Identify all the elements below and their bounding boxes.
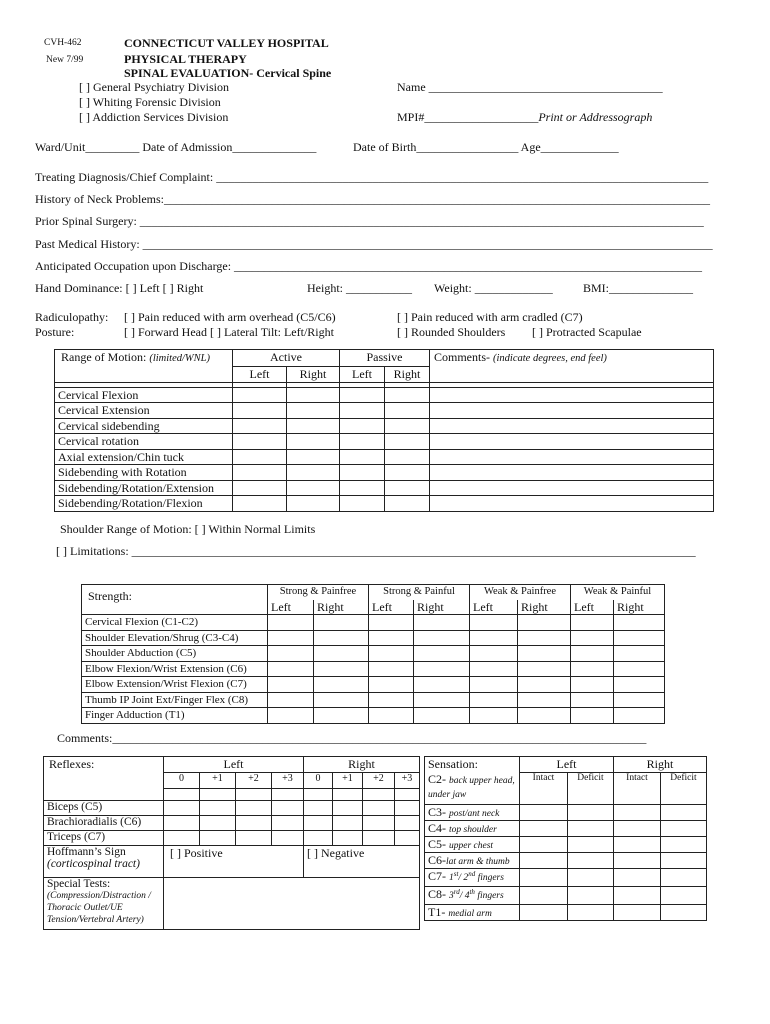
strength-row-label: Thumb IP Joint Ext/Finger Flex (C8) <box>82 692 268 708</box>
ward-admission-field[interactable]: Ward/Unit_________ Date of Admission______________ <box>35 140 317 154</box>
table-row <box>425 869 707 887</box>
reflex-row-label: Biceps (C5) <box>44 801 164 816</box>
posture-forward-head[interactable]: [ ] Forward Head [ ] Lateral Tilt: Left/Right <box>124 325 334 339</box>
table-row <box>82 630 665 646</box>
division-checkbox-general[interactable]: [ ] General Psychiatry Division <box>79 80 229 94</box>
reflexes-table <box>43 756 420 930</box>
table-row <box>55 434 714 450</box>
rom-passive-right: Right <box>385 367 430 383</box>
strength-left: Left <box>369 600 414 615</box>
hand-dominance[interactable]: Hand Dominance: [ ] Left [ ] Right <box>35 281 204 295</box>
strength-row-label: Elbow Flexion/Wrist Extension (C6) <box>82 661 268 677</box>
reflex-grade: 0 <box>304 773 333 789</box>
sensation-header: Sensation: <box>425 757 520 773</box>
strength-table <box>81 584 665 724</box>
table-row <box>82 646 665 662</box>
division-checkbox-whiting[interactable]: [ ] Whiting Forensic Division <box>79 95 221 109</box>
occupation-field[interactable]: Anticipated Occupation upon Discharge: ______________________________________________________________________________ <box>35 259 703 273</box>
strength-left: Left <box>268 600 314 615</box>
rom-row-label: Cervical rotation <box>55 434 233 450</box>
table-row <box>44 801 420 816</box>
table-row <box>44 878 420 930</box>
neck-history-field[interactable]: History of Neck Problems:___________________________________________________________________________________________ <box>35 192 710 206</box>
table-row <box>82 708 665 724</box>
hoffmann-sign-label: Hoffmann’s Sign <box>47 846 126 858</box>
strength-row-label: Finger Adduction (T1) <box>82 708 268 724</box>
strength-right: Right <box>414 600 470 615</box>
rom-row-label: Axial extension/Chin tuck <box>55 449 233 465</box>
radiculopathy-label: Radiculopathy: <box>35 310 109 324</box>
strength-row-label: Shoulder Elevation/Shrug (C3-C4) <box>82 630 268 646</box>
strength-comments-field[interactable]: Comments:_________________________________________________________________________________________ <box>57 731 647 745</box>
sensation-row-c3: C3- post/ant neck <box>425 805 520 821</box>
rom-passive-header: Passive <box>340 350 430 367</box>
rom-row-label: Sidebending/Rotation/Flexion <box>55 496 233 512</box>
rom-comments-header: Comments- (indicate degrees, end feel) <box>430 350 714 383</box>
reflexes-header: Reflexes: <box>44 757 164 773</box>
strength-group-weak-painful: Weak & Painful <box>571 585 665 600</box>
table-row <box>425 821 707 837</box>
weight-field[interactable]: Weight: _____________ <box>434 281 553 295</box>
strength-left: Left <box>571 600 614 615</box>
table-row <box>44 846 420 878</box>
reflex-grade: +2 <box>363 773 395 789</box>
reflex-row-label: Brachioradialis (C6) <box>44 816 164 831</box>
hoffmann-sign-cell <box>44 846 164 878</box>
reflexes-right-header: Right <box>304 757 420 773</box>
strength-right: Right <box>614 600 665 615</box>
rom-row-label: Sidebending/Rotation/Extension <box>55 480 233 496</box>
posture-protracted-scapulae[interactable]: [ ] Protracted Scapulae <box>532 325 642 339</box>
table-row <box>55 403 714 419</box>
special-tests-cell <box>44 878 164 930</box>
prior-surgery-field[interactable]: Prior Spinal Surgery: ______________________________________________________________________________________________ <box>35 214 704 228</box>
past-medical-field[interactable]: Past Medical History: _______________________________________________________________________________________________ <box>35 237 713 251</box>
sensation-left-header: Left <box>520 757 614 773</box>
form-revision: New 7/99 <box>46 55 84 65</box>
sensation-row-c2: C2- back upper head, under jaw <box>425 773 520 805</box>
mpi-field[interactable] <box>397 110 652 125</box>
reflexes-left-header: Left <box>164 757 304 773</box>
strength-left: Left <box>470 600 518 615</box>
sensation-row-t1: T1- medial arm <box>425 905 520 921</box>
mpi-note: Print or Addressograph <box>538 110 653 124</box>
strength-row-label: Shoulder Abduction (C5) <box>82 646 268 662</box>
table-row <box>55 387 714 403</box>
mpi-label: MPI#___________________ <box>397 110 539 124</box>
rom-row-label: Cervical Flexion <box>55 387 233 403</box>
reflex-grade: +3 <box>395 773 420 789</box>
table-row <box>44 816 420 831</box>
special-tests-label: Special Tests: <box>47 878 111 890</box>
reflex-row-label: Triceps (C7) <box>44 831 164 846</box>
radiculopathy-cradled[interactable]: [ ] Pain reduced with arm cradled (C7) <box>397 310 583 324</box>
strength-right: Right <box>314 600 369 615</box>
hoffmann-negative-checkbox[interactable]: [ ] Negative <box>304 846 420 878</box>
table-row <box>55 496 714 512</box>
strength-header: Strength: <box>82 585 268 615</box>
table-row <box>82 677 665 693</box>
sensation-row-c5: C5- upper chest <box>425 837 520 853</box>
shoulder-limitations-field[interactable]: [ ] Limitations: ______________________________________________________________________________________________ <box>56 544 696 558</box>
hoffmann-sign-note: (corticospinal tract) <box>47 858 140 870</box>
rom-passive-left: Left <box>340 367 385 383</box>
reflex-grade: 0 <box>164 773 200 789</box>
rom-row-label: Sidebending with Rotation <box>55 465 233 481</box>
table-row <box>425 887 707 905</box>
form-title: SPINAL EVALUATION- Cervical Spine <box>124 66 332 80</box>
table-row <box>425 773 707 805</box>
rom-active-header: Active <box>233 350 340 367</box>
table-row <box>55 465 714 481</box>
rom-table <box>54 349 714 512</box>
posture-label: Posture: <box>35 325 75 339</box>
table-row <box>82 692 665 708</box>
diagnosis-field[interactable]: Treating Diagnosis/Chief Complaint: __________________________________________________________________________________ <box>35 170 709 184</box>
radiculopathy-overhead[interactable]: [ ] Pain reduced with arm overhead (C5/C6) <box>124 310 336 324</box>
strength-right: Right <box>518 600 571 615</box>
sensation-intact[interactable]: Intact <box>614 773 661 805</box>
rom-row-label: Cervical sidebending <box>55 418 233 434</box>
strength-group-strong-painfree: Strong & Painfree <box>268 585 369 600</box>
division-checkbox-addiction[interactable]: [ ] Addiction Services Division <box>79 110 229 124</box>
table-row <box>55 480 714 496</box>
table-row <box>425 905 707 921</box>
shoulder-rom-wnl[interactable]: Shoulder Range of Motion: [ ] Within Normal Limits <box>60 522 316 536</box>
sensation-deficit[interactable]: Deficit <box>661 773 707 805</box>
reflex-grade: +1 <box>200 773 236 789</box>
bmi-field[interactable]: BMI:______________ <box>583 281 694 295</box>
sensation-right-header: Right <box>614 757 707 773</box>
dob-age-field[interactable]: Date of Birth_________________ Age_____________ <box>353 140 619 154</box>
special-tests-note: (Compression/Distraction / Thoracic Outlet/UE Tension/Vertebral Artery) <box>47 891 151 925</box>
reflex-grade: +3 <box>272 773 304 789</box>
rom-header: Range of Motion: (limited/WNL) <box>55 350 233 367</box>
special-tests-field[interactable] <box>164 878 420 930</box>
strength-row-label: Elbow Extension/Wrist Flexion (C7) <box>82 677 268 693</box>
table-row <box>55 418 714 434</box>
table-row <box>82 661 665 677</box>
form-code: CVH-462 <box>44 38 82 48</box>
sensation-intact[interactable]: Intact <box>520 773 568 805</box>
table-row <box>55 449 714 465</box>
table-row <box>82 615 665 631</box>
table-row <box>425 853 707 869</box>
rom-active-left: Left <box>233 367 287 383</box>
sensation-deficit[interactable]: Deficit <box>568 773 614 805</box>
rom-active-right: Right <box>287 367 340 383</box>
sensation-row-c4: C4- top shoulder <box>425 821 520 837</box>
name-field[interactable]: Name _______________________________________ <box>397 80 663 94</box>
table-row <box>425 805 707 821</box>
reflex-grade: +1 <box>333 773 363 789</box>
strength-group-strong-painful: Strong & Painful <box>369 585 470 600</box>
department: PHYSICAL THERAPY <box>124 52 247 66</box>
reflex-grade: +2 <box>236 773 272 789</box>
sensation-row-c6: C6-lat arm & thumb <box>425 853 520 869</box>
strength-group-weak-painfree: Weak & Painfree <box>470 585 571 600</box>
height-field[interactable]: Height: ___________ <box>307 281 412 295</box>
table-row <box>425 837 707 853</box>
table-row <box>44 831 420 846</box>
sensation-table <box>424 756 707 921</box>
posture-rounded-shoulders[interactable]: [ ] Rounded Shoulders <box>397 325 506 339</box>
sensation-row-c7: C7- 1st/ 2nd fingers <box>425 869 520 887</box>
sensation-row-c8: C8- 3rd/ 4th fingers <box>425 887 520 905</box>
rom-row-label: Cervical Extension <box>55 403 233 419</box>
hospital-name: CONNECTICUT VALLEY HOSPITAL <box>124 36 329 50</box>
strength-row-label: Cervical Flexion (C1-C2) <box>82 615 268 631</box>
hoffmann-positive-checkbox[interactable]: [ ] Positive <box>164 846 304 878</box>
